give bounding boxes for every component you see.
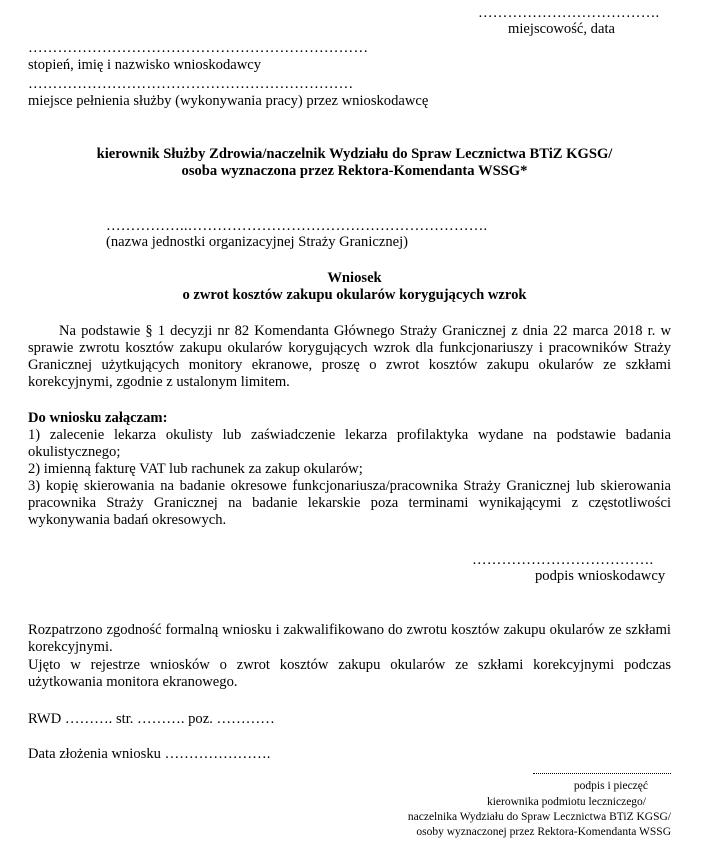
applicant-label: stopień, imię i nazwisko wnioskodawcy	[28, 57, 262, 73]
addressee-line-2: osoba wyznaczona przez Rektora-Komendanta WSSG*	[181, 163, 528, 179]
document-subtitle: o zwrot kosztów zakupu okularów korygujących wzrok	[182, 287, 527, 303]
unit-label: (nazwa jednostki organizacyjnej Straży Granicznej)	[106, 234, 409, 250]
request-paragraph: Na podstawie § 1 decyzji nr 82 Komendanta Głównego Straży Granicznej z dnia 22 marca 2018 r. w sprawie zwrotu kosztów zakupu okularów korygujących wzrok dla funkcjonariuszy i pracowników Straży Granicznej użytkujących monitory ekranowe, proszę o zwrot kosztów zakupu okularów ze szkłami korekcyjnymi, zgodnie z ustalonym limitem.	[28, 323, 671, 390]
submission-date-line: Data złożenia wniosku ………………….	[28, 746, 271, 762]
workplace-dots: …………………………………………………………	[28, 76, 354, 92]
place-date-dots: ……………………………….	[478, 5, 660, 21]
stamp-label-line-3: naczelnika Wydziału do Spraw Lecznictwa BTiZ KGSG/	[407, 811, 671, 823]
signature-dots: ……………………………….	[472, 552, 654, 568]
attachment-item-1: 1) zalecenie lekarza okulisty lub zaświadczenie lekarza profilaktyka wydane na podstawie badania okulistycznego;	[28, 427, 671, 460]
stamp-signature-rule	[533, 773, 671, 774]
attachment-item-3: 3) kopię skierowania na badanie okresowe funkcjonariusza/pracownika Straży Granicznej lub skierowania pracownika Straży Granicznej na badanie lekarskie poza terminami wynikającymi z częstotliwości wykonywania badań okresowych.	[28, 478, 671, 528]
stamp-label-line-1: podpis i pieczęć	[573, 780, 648, 792]
review-qualification-paragraph: Rozpatrzono zgodność formalną wniosku i zakwalifikowano do zwrotu kosztów zakupu okularów ze szkłami korekcyjnymi.	[28, 622, 671, 655]
attachment-item-2: 2) imienną fakturę VAT lub rachunek za zakup okularów;	[28, 461, 363, 477]
place-date-label: miejscowość, data	[508, 21, 615, 37]
rwd-register-line: RWD ………. str. ………. poz. …………	[28, 711, 275, 727]
workplace-label: miejsce pełnienia służby (wykonywania pracy) przez wnioskodawcę	[28, 93, 429, 109]
stamp-label-line-4: osoby wyznaczonej przez Rektora-Komendanta WSSG	[416, 826, 671, 838]
signature-label: podpis wnioskodawcy	[535, 568, 666, 584]
review-register-paragraph: Ujęto w rejestrze wniosków o zwrot kosztów zakupu okularów ze szkłami korekcyjnymi podczas użytkowania monitora ekranowego.	[28, 657, 671, 690]
addressee-line-1: kierownik Służby Zdrowia/naczelnik Wydziału do Spraw Lecznictwa BTiZ KGSG/	[96, 146, 613, 162]
document-title: Wniosek	[327, 270, 382, 286]
unit-dots: ……………..…………………………………………………….	[106, 218, 488, 234]
attachments-heading: Do wniosku załączam:	[28, 410, 168, 426]
stamp-label-line-2: kierownika podmiotu leczniczego/	[486, 796, 646, 808]
applicant-dots: ……………………………………………………………	[28, 40, 369, 56]
